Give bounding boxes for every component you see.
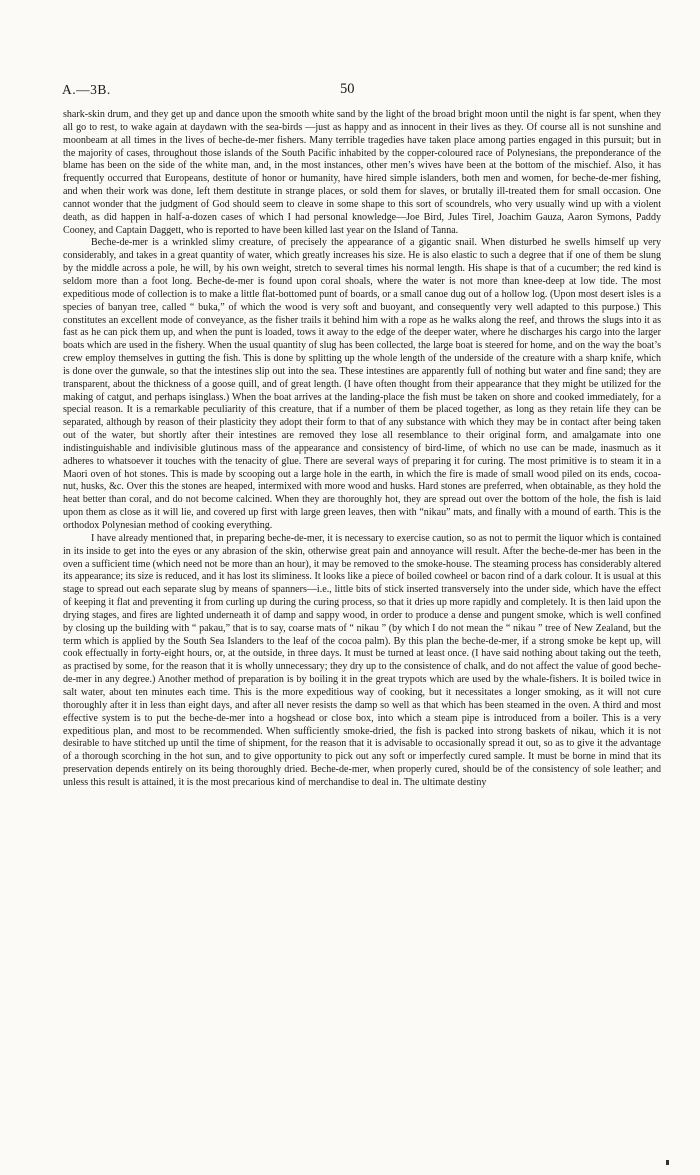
- margin-mark: [666, 1160, 669, 1165]
- paragraph-beche-de-mer-description: Beche-de-mer is a wrinkled slimy creature, of precisely the appearance of a gigantic snail. When disturbed he swells himself up very considerably, and takes in a great quantity of water, which greatly increases his size. He is also elastic to such a degree that if one of them be slung by the middle across a pole, he will, by his own weight, stretch to several times his normal length. His shape is that of a cucumber; the red kind is seldom more than a foot long. Beche-de-mer is found upon coral shoals, where the water is not more than knee-deep at low tide. The most expeditious mode of collection is to make a little flat-bottomed punt of boards, or a small canoe dug out of a hollow log. (Upon most desert isles is a species of banyan tree, called “ buka,” of which the wood is very soft and buoyant, and consequently very well adapted to this purpose.) This constitutes an excellent mode of conveyance, as the fisher trails it behind him with a rope as he walks along the reef, and throws the slugs into it as fast as he can pick them up, and when the punt is loaded, tows it away to the edge of the deeper water, where he discharges his cargo into the larger boats which are used in the fishery. When the usual quantity of slug has been collected, the large boat is steered for home, and on the way the boat’s crew employ themselves in gutting the fish. This is done by splitting up the whole length of the underside of the creature with a sharp knife, which is done over the gunwale, so that the intestines slip out into the sea. These intestines are apparently full of nothing but water and fine sand; they are transparent, about the thickness of a goose quill, and of great length. (I have often thought from their appearance that they might be utilized for the making of catgut, and perhaps isinglass.) When the boat arrives at the landing-place the fish must be taken on shore and cooked immediately, for a special reason. It is a remarkable peculiarity of this creature, that if a number of them be placed together, as long as they retain life they can be separated, although by reason of their plasticity they adopt their form to that of any substance with which they may be in contact after being taken out of the water, but shortly after their intestines are removed they lose all resemblance to their original form, and amalgamate into one indistinguishable and indivisible glutinous mass of the appearance and consistency of bird-lime, of which no use can be made, inasmuch as it adheres to whatsoever it touches with the tenacity of glue. There are several ways of preparing it for curing. The most primitive is to steam it in a Maori oven of hot stones. This is made by scooping out a large hole in the earth, in which the fire is made of small wood piled on its ends, cocoa-nut, husks, &c. Over this the stones are heaped, intermixed with more wood and husks. Hard stones are preferred, when obtainable, as they hold the heat better than coral, and do not become calcined. When they are thoroughly hot, they are spread out over the bottom of the hole, the fish is laid upon them as close as it will lie, and covered up first with large green leaves, then with “nikau” mats, and finally with a mound of earth. This is the orthodox Polynesian method of cooking everything.: [63, 237, 661, 531]
- report-reference: A.—3B.: [62, 82, 111, 97]
- paragraph-continued: shark-skin drum, and they get up and dance upon the smooth white sand by the light of the broad bright moon until the night is far spent, when they all go to rest, to wake again at daydawn with the sea-birds —just as happy and as innocent in their lives as they. Of course all is not sunshine and moonbeam at all times in the lives of beche-de-mer fishers. Many terrible tragedies have taken place among parties engaged in this pursuit; but in the majority of cases, throughout those islands of the South Pacific inhabited by the copper-coloured race of Polynesians, the preponderance of the blame has been on the side of the white man, and, in the most instances, other men’s wives have been at the bottom of the mischief. Also, it has frequently occurred that Europeans, destitute of honor or humanity, have hired simple islanders, both men and women, for beche-de-mer fishing, and when their work was done, left them destitute in strange places, or sold them for slaves, or brutally ill-treated them for small occasion. One cannot wonder that the judgment of God should seem to cleave in some shape to this sort of scoundrels, who very usually wind up with a violent death, as did happen in half-a-dozen cases of which I had personal knowledge—Joe Bird, Jules Tirel, Joachim Gauza, Aaron Symons, Paddy Cooney, and Captain Daggett, who is reported to have been killed last year on the Island of Tanna.: [63, 109, 661, 236]
- page-number: 50: [340, 81, 355, 97]
- body-text: [63, 109, 661, 790]
- page-header: [62, 82, 662, 102]
- paragraph-preparation: I have already mentioned that, in preparing beche-de-mer, it is necessary to exercise caution, so as not to permit the liquor which is contained in its inside to get into the eyes or any abrasion of the skin, otherwise great pain and annoyance will result. After the beche-de-mer has been in the oven a sufficient time (which need not be more than an hour), it may be removed to the smoke-house. The steaming process has considerably altered its appearance; its size is reduced, and it has lost its sliminess. It looks like a piece of boiled cowheel or bacon rind of a dark colour. It is usual at this stage to spread out each separate slug by means of spanners—i.e., little bits of stick inserted transversely into the under side, which have the effect of keeping it flat and preventing it from curling up during the curing process, so that it dries up more rapidly and completely. It is then laid upon the drying stages, and fires are lighted underneath it of damp and sappy wood, in order to produce a dense and pungent smoke, which is well confined by closing up the building with “ pakau,” that is to say, coarse mats of “ nikau ” (by which I do not mean the “ nikau ” tree of New Zealand, but the term which is applied by the South Sea Islanders to the leaf of the cocoa palm). By this plan the beche-de-mer, if a strong smoke be kept up, will cook effectually in forty-eight hours, or, at the outside, in three days. It must be turned at least once. (I have said nothing about taking out the teeth, as practised by some, for the reason that it is wholly unnecessary; they dry up to the consistence of chalk, and do not affect the value of good beche-de-mer in any degree.) Another method of preparation is by boiling it in the great trypots which are used by the whale-fishers. It is boiled twice in salt water, about ten minutes each time. This is the more expeditious way of cooking, but it necessitates a longer smoking, as it will not cure thoroughly after it in less than eight days, and after all never resists the damp so well as that which has been steamed in the oven. A third and most effective system is to put the beche-de-mer into a hogshead or close box, into which a steam pipe is introduced from a boiler. This is a very expeditious plan, and most to be recommended. When sufficiently smoke-dried, the fish is packed into strong baskets of nikau, which it is not desirable to have stitched up until the time of shipment, for the reason that it is advisable to occasionally spread it out, so as to give it the advantage of a thorough scorching in the hot sun, and to give opportunity to pick out any soft or imperfectly cured sample. It must be borne in mind that its preservation depends entirely on its being thoroughly dried. Beche-de-mer, when properly cured, should be of the consistency of sole leather; and unless this result is attained, it is the most precarious kind of merchandise to deal in. The ultimate destiny: [63, 532, 661, 788]
